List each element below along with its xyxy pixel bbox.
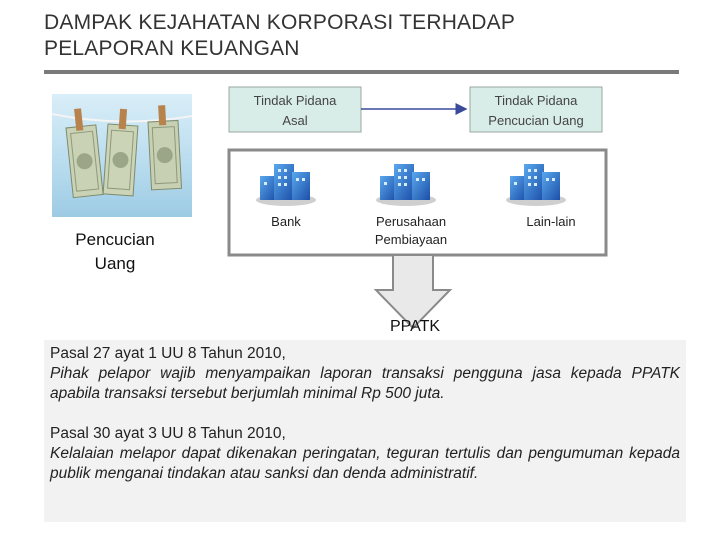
box-label-asal-line-2: Asal	[282, 113, 308, 128]
box-label-asal	[229, 91, 361, 131]
box-label-asal-line-1: Tindak Pidana	[253, 93, 337, 108]
node-label-perusahaan-line-2: Pembiayaan	[374, 232, 448, 247]
para1-heading-line	[50, 344, 680, 364]
node-label-lain-lain	[506, 213, 596, 231]
page-title-line-2: PELAPORAN KEUANGAN	[44, 37, 300, 60]
box-label-pencucian	[470, 91, 602, 131]
photo-caption-line-1: Pencucian	[75, 230, 155, 249]
para2-heading-suffix: ,	[281, 425, 286, 442]
page-title-line-1: DAMPAK KEJAHATAN KORPORASI TERHADAP	[44, 11, 516, 34]
node-label-perusahaan	[356, 213, 466, 249]
para2-heading-line	[50, 424, 680, 444]
ppatk-label: PPATK	[389, 318, 441, 335]
office-buildings-icon	[256, 164, 316, 206]
para2-heading: Pasal 30 ayat 3 UU 8 Tahun 2010	[50, 425, 282, 442]
paragraph-spacer	[50, 404, 680, 424]
para1-heading: Pasal 27 ayat 1 UU 8 Tahun 2010	[50, 345, 282, 362]
photo-caption-line-2: Uang	[94, 254, 136, 273]
para2-body: Kelalaian melapor dapat dikenakan peringatan, teguran tertulis dan pengumuman kepada publik menganai tindakan atau sanksi dan denda administratif.	[50, 445, 680, 482]
box-label-pencucian-line-2: Pencucian Uang	[488, 113, 584, 128]
node-label-lain-lain-line-1: Lain-lain	[526, 214, 576, 229]
para1-body: Pihak pelapor wajib menyampaikan laporan transaksi pengguna jasa kepada PPATK apabila transaksi tersebut berjumlah minimal Rp 500 juta.	[50, 365, 680, 402]
legal-text-block	[44, 340, 686, 522]
node-label-perusahaan-line-1: Perusahaan	[375, 214, 447, 229]
office-buildings-icon	[506, 164, 566, 206]
para1-heading-suffix: ,	[281, 345, 286, 362]
office-buildings-icon	[376, 164, 436, 206]
node-label-bank	[246, 213, 326, 231]
node-label-bank-line-1: Bank	[271, 214, 301, 229]
box-label-pencucian-line-1: Tindak Pidana	[494, 93, 578, 108]
